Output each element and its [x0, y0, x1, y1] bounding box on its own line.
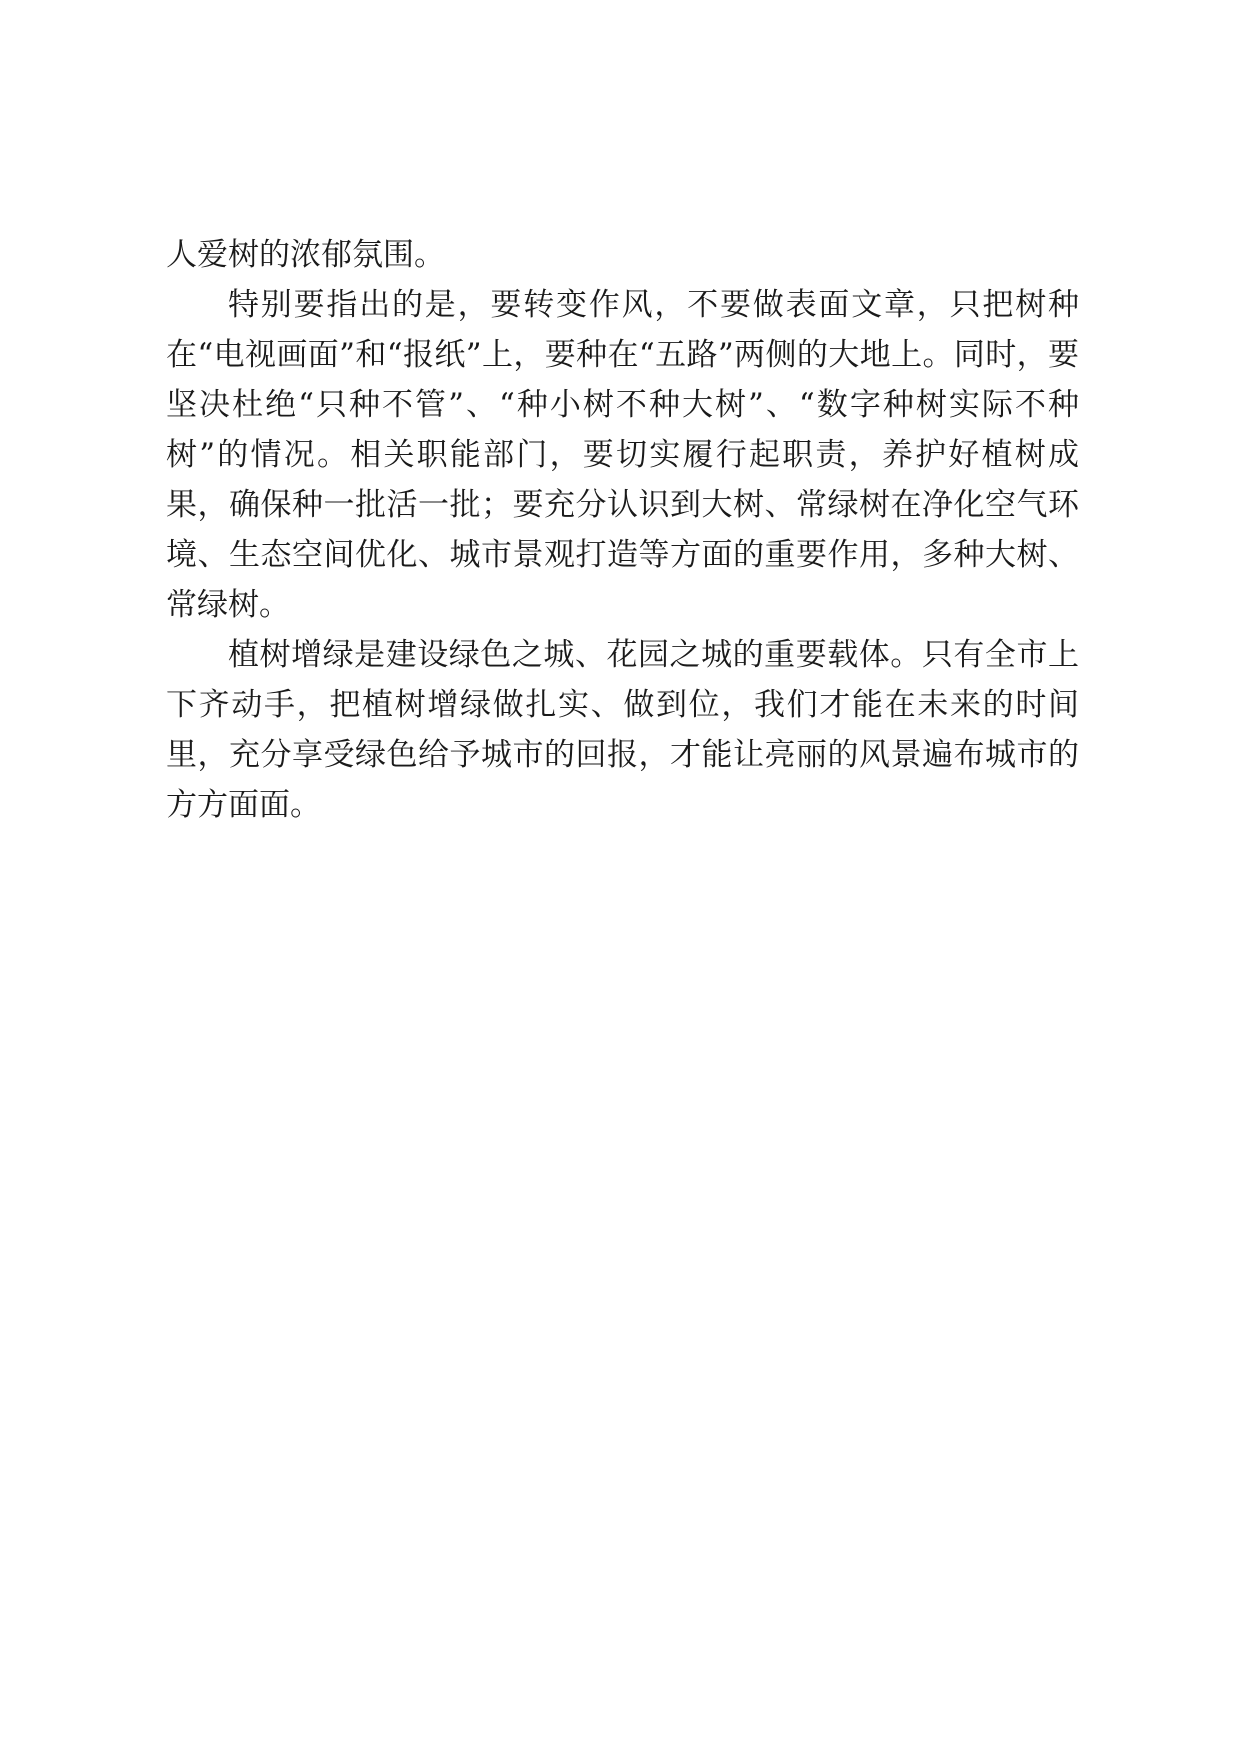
paragraph-continuation: 人爱树的浓郁氛围。	[166, 237, 445, 273]
paragraph-style-requirements: 特别要指出的是，要转变作风，不要做表面文章，只把树种在“电视画面”和“报纸”上，要种在“五路”两侧的大地上。同时，要坚决杜绝“只种不管”、“种小树不种大树”、“数字种树实际不种树”的情况。相关职能部门，要切实履行起职责，养护好植树成果，确保种一批活一批；要充分认识到大树、常绿树在净化空气环境、生态空间优化、城市景观打造等方面的重要作用，多种大树、常绿树。	[166, 287, 1079, 623]
paragraph-conclusion: 植树增绿是建设绿色之城、花园之城的重要载体。只有全市上下齐动手，把植树增绿做扎实、做到位，我们才能在未来的时间里，充分享受绿色给予城市的回报，才能让亮丽的风景遍布城市的方方面面。	[166, 637, 1079, 823]
document-body	[166, 230, 1079, 830]
